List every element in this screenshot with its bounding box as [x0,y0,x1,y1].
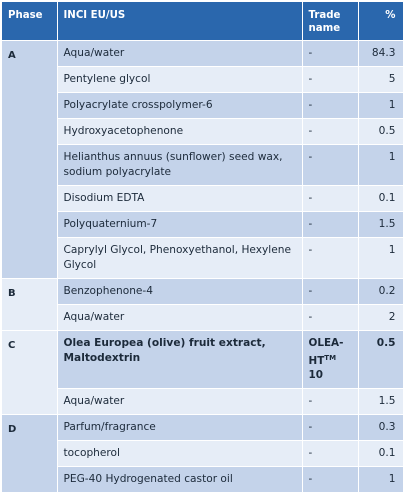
table-row [2,212,403,238]
table-row [2,414,403,440]
phase-label-b: B [2,279,57,331]
trade-cell: - [302,388,358,414]
inci-cell: Aqua/water [57,41,302,67]
trade-name-suffix: 10 [308,369,323,381]
trade-cell: - [302,186,358,212]
trade-cell: - [302,440,358,466]
trade-cell: - [302,119,358,145]
trade-cell: - [302,212,358,238]
trade-cell: - [302,466,358,492]
trade-cell: - [302,414,358,440]
trade-cell: - [302,93,358,119]
inci-cell: PEG-40 Hydrogenated castor oil [57,466,302,492]
percent-cell: 0.5 [358,119,403,145]
percent-cell: 84.3 [358,41,403,67]
percent-cell: 1.5 [358,388,403,414]
table-header-row [2,2,403,41]
header-phase: Phase [2,2,57,41]
header-inci: INCI EU/US [57,2,302,41]
table-row [2,238,403,279]
trade-cell: - [302,41,358,67]
percent-cell: 1 [358,466,403,492]
inci-cell: Aqua/water [57,388,302,414]
table-row [2,305,403,331]
inci-cell: Polyquaternium-7 [57,212,302,238]
table-row [2,331,403,389]
inci-cell: Disodium EDTA [57,186,302,212]
inci-cell: Aqua/water [57,305,302,331]
inci-cell: Benzophenone-4 [57,279,302,305]
trade-cell: - [302,145,358,186]
formulation-table [2,2,404,493]
trade-cell: - [302,238,358,279]
trade-name-text: OLEA-HT [308,337,344,367]
inci-cell: Hydroxyacetophenone [57,119,302,145]
table-row [2,145,403,186]
header-trade-name: Trade name [302,2,358,41]
header-percent: % [358,2,403,41]
trade-cell: - [302,305,358,331]
percent-cell: 0.3 [358,414,403,440]
trade-cell: - [302,67,358,93]
inci-cell: Olea Europea (olive) fruit extract, Maltodextrin [57,331,302,389]
phase-label-a: A [2,41,57,279]
inci-cell: Caprylyl Glycol, Phenoxyethanol, Hexylene Glycol [57,238,302,279]
percent-cell: 0.1 [358,186,403,212]
trade-cell [302,331,358,389]
percent-cell: 1 [358,238,403,279]
percent-cell: 2 [358,305,403,331]
percent-cell: 0.1 [358,440,403,466]
trade-cell: - [302,279,358,305]
phase-label-d: D [2,414,57,492]
inci-cell: Helianthus annuus (sunflower) seed wax, sodium polyacrylate [57,145,302,186]
inci-cell: tocopherol [57,440,302,466]
percent-cell: 5 [358,67,403,93]
inci-cell: Pentylene glycol [57,67,302,93]
percent-cell: 1 [358,93,403,119]
phase-label-c: C [2,331,57,415]
percent-cell: 0.5 [358,331,403,389]
percent-cell: 1.5 [358,212,403,238]
table-row [2,119,403,145]
table-row [2,41,403,67]
table-row [2,388,403,414]
percent-cell: 1 [358,145,403,186]
table-row [2,440,403,466]
table-row [2,466,403,492]
table-row [2,67,403,93]
trademark-sup: TM [324,353,337,362]
percent-cell: 0.2 [358,279,403,305]
table-row [2,93,403,119]
table-row [2,186,403,212]
table-row [2,279,403,305]
inci-cell: Polyacrylate crosspolymer-6 [57,93,302,119]
inci-cell: Parfum/fragrance [57,414,302,440]
